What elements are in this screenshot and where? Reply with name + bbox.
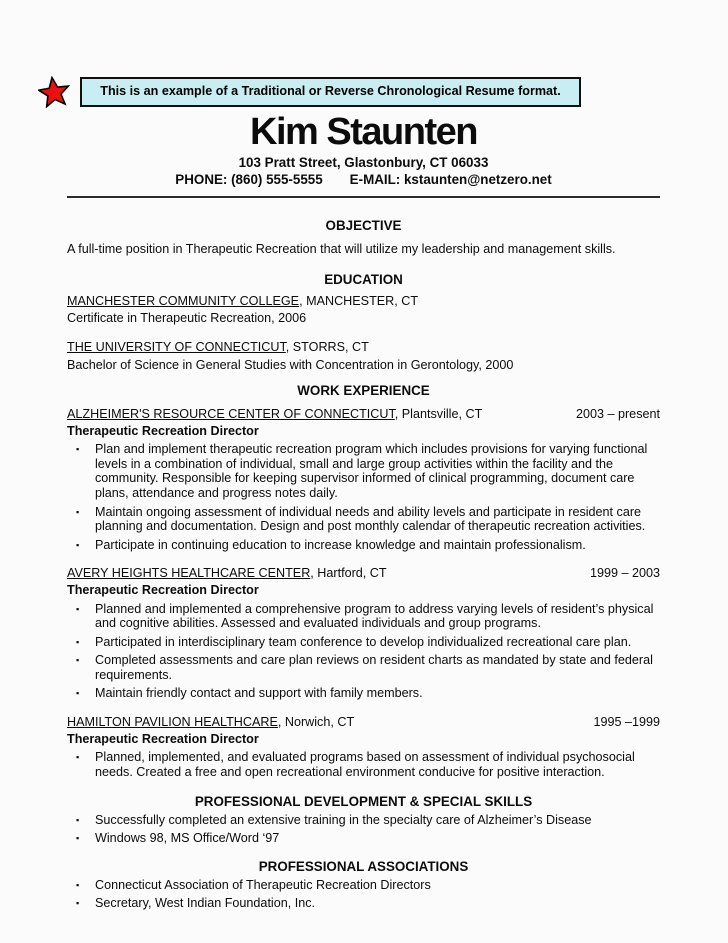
bullet-text: Planned, implemented, and evaluated programs based on assessment of individual psychosocial needs. Created a free and open recreational environment conducive for positive interaction. — [95, 750, 635, 779]
bullet-icon: ▪ — [76, 506, 80, 517]
job-employer-line — [67, 715, 354, 730]
bullet-text: Plan and implement therapeutic recreation program which includes provisions for varying functional levels in a combination of individual, small and large group activities within the facility and the community. Responsible for keeping supervisor informed of clinical programming, document care plans, attendance and progress notes daily. — [95, 442, 648, 500]
bullet-icon: ▪ — [76, 880, 80, 891]
bullet-icon: ▪ — [76, 539, 80, 550]
list-item — [67, 635, 660, 650]
bullet-icon: ▪ — [76, 688, 80, 699]
job-entry — [67, 407, 660, 552]
list-item — [67, 505, 660, 534]
candidate-address: 103 Pratt Street, Glastonbury, CT 06033 — [238, 155, 489, 170]
job-title: Therapeutic Recreation Director — [67, 423, 259, 438]
job-dates: 1995 –1999 — [593, 715, 660, 730]
bullet-icon: ▪ — [76, 752, 80, 763]
employer-name: AVERY HEIGHTS HEALTHCARE CENTER — [67, 566, 311, 581]
job-bullet-list — [67, 442, 660, 552]
school-location: , STORRS, CT — [285, 340, 369, 355]
school-location: , MANCHESTER, CT — [299, 293, 419, 308]
bullet-icon: ▪ — [76, 815, 80, 826]
employer-name: HAMILTON PAVILION HEALTHCARE — [67, 715, 278, 730]
star-icon — [38, 76, 70, 108]
employer-location: , Hartford, CT — [310, 566, 387, 581]
list-item — [67, 813, 660, 828]
section-heading-work-experience: WORK EXPERIENCE — [297, 383, 430, 399]
list-item — [67, 442, 660, 500]
bullet-icon: ▪ — [76, 444, 80, 455]
list-item — [67, 831, 660, 846]
job-title: Therapeutic Recreation Director — [67, 731, 259, 746]
job-header — [67, 407, 660, 422]
list-item — [67, 602, 660, 631]
school-name: MANCHESTER COMMUNITY COLLEGE — [67, 293, 300, 308]
bullet-text: Participate in continuing education to increase knowledge and maintain professionalism. — [95, 537, 586, 552]
bullet-icon: ▪ — [76, 832, 80, 843]
employer-location: , Norwich, CT — [277, 715, 355, 730]
candidate-name: Kim Staunten — [250, 111, 477, 153]
school-line — [67, 340, 660, 355]
bullet-text: Maintain ongoing assessment of individual needs and ability levels and participate in resident care planning and documentation. Design and post monthly calendar of therapeutic recreation activities. — [95, 504, 646, 534]
job-header — [67, 715, 660, 730]
job-header — [67, 566, 660, 581]
employer-location: , Plantsville, CT — [394, 406, 483, 421]
job-entry — [67, 715, 660, 779]
job-employer-line — [67, 407, 482, 422]
job-bullet-list — [67, 602, 660, 702]
school-name: THE UNIVERSITY OF CONNECTICUT — [67, 340, 286, 355]
list-item — [67, 653, 660, 682]
list-item — [67, 750, 660, 779]
section-heading-education: EDUCATION — [324, 272, 403, 288]
bullet-text: Connecticut Association of Therapeutic Recreation Directors — [95, 878, 431, 893]
education-entry — [67, 294, 660, 326]
header-divider — [67, 196, 660, 198]
section-heading-objective: OBJECTIVE — [325, 217, 402, 233]
school-detail: Bachelor of Science in General Studies with Concentration in Gerontology, 2000 — [67, 357, 514, 372]
contact-line — [67, 172, 660, 187]
education-entry — [67, 340, 660, 372]
format-note-banner — [38, 0, 728, 108]
list-item — [67, 686, 660, 701]
list-item — [67, 896, 660, 911]
bullet-icon: ▪ — [76, 655, 80, 666]
bullet-text: Completed assessments and care plan reviews on resident charts as mandated by state and federal requirements. — [95, 653, 653, 682]
list-item — [67, 538, 660, 553]
bullet-text: Maintain friendly contact and support with family members. — [95, 686, 423, 701]
school-detail: Certificate in Therapeutic Recreation, 2006 — [67, 311, 307, 326]
job-title: Therapeutic Recreation Director — [67, 582, 259, 597]
bullet-text: Participated in interdisciplinary team conference to develop individualized recreational care plan. — [95, 634, 632, 649]
section-heading-associations: PROFESSIONAL ASSOCIATIONS — [258, 859, 469, 875]
bullet-icon: ▪ — [76, 897, 80, 908]
section-heading-development: PROFESSIONAL DEVELOPMENT & SPECIAL SKILLS — [194, 794, 533, 810]
format-note-text: This is an example of a Traditional or Reverse Chronological Resume format. — [80, 77, 581, 107]
objective-text: A full-time position in Therapeutic Recreation that will utilize my leadership and management skills. — [67, 241, 616, 256]
bullet-text: Planned and implemented a comprehensive program to address varying levels of resident’s physical and cognitive abilities. Assessed and evaluated individuals and group programs. — [95, 601, 654, 631]
phone: PHONE: (860) 555-5555 — [175, 172, 323, 188]
job-bullet-list — [67, 750, 660, 779]
list-item — [67, 878, 660, 893]
bullet-icon: ▪ — [76, 603, 80, 614]
bullet-text: Windows 98, MS Office/Word ‘97 — [95, 830, 280, 845]
bullet-text: Successfully completed an extensive training in the specialty care of Alzheimer’s Disease — [95, 813, 592, 828]
bullet-icon: ▪ — [76, 636, 80, 647]
email: E-MAIL: kstaunten@netzero.net — [349, 172, 552, 188]
job-dates: 1999 – 2003 — [589, 566, 660, 581]
associations-bullet-list — [67, 878, 660, 910]
job-employer-line — [67, 566, 387, 581]
job-dates: 2003 – present — [575, 406, 660, 421]
bullet-text: Secretary, West Indian Foundation, Inc. — [95, 895, 316, 910]
employer-name: ALZHEIMER'S RESOURCE CENTER OF CONNECTICUT — [67, 406, 395, 421]
school-line — [67, 294, 660, 309]
development-bullet-list — [67, 813, 660, 845]
job-entry — [67, 566, 660, 701]
